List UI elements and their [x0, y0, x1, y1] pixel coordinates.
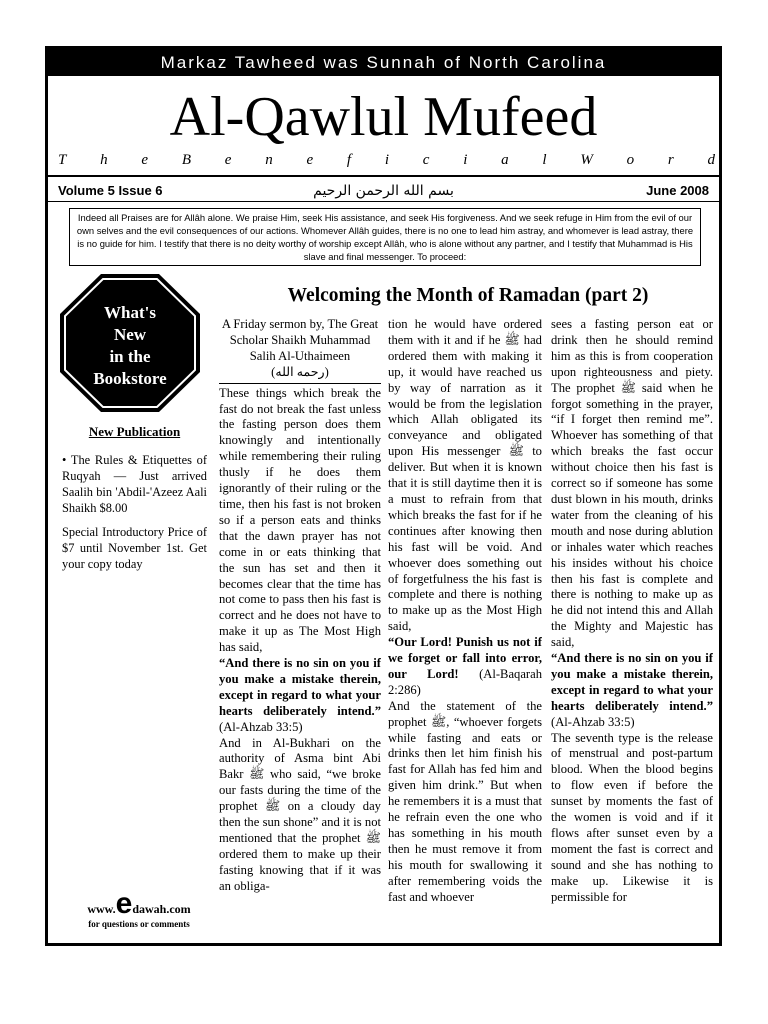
tagline-letter: T	[58, 152, 67, 168]
masthead-title: Al-Qawlul Mufeed	[169, 86, 598, 148]
col2-quote: “Our Lord! Punish us not if we forget or fall into error, our Lord!	[388, 635, 542, 681]
badge-line-1: What's	[104, 303, 156, 322]
tagline-letter: B	[181, 152, 191, 168]
byline	[219, 317, 381, 381]
special-offer: Special Introductory Price of $7 until November 1st. Get your copy today	[62, 525, 207, 571]
website-link[interactable]	[64, 887, 214, 921]
site-logo-e: e	[115, 887, 133, 920]
badge-line-3: in the	[109, 347, 151, 366]
issue-rule	[48, 201, 719, 202]
byline-honorific: (رحمه الله)	[271, 364, 329, 379]
publication-item: • The Rules & Etiquettes of Ruqyah — Just arrived Saalih bin 'Abdil-'Azeez Aali Shaikh $8.00	[62, 453, 207, 515]
tagline-letter: l	[542, 152, 547, 168]
tagline-letter: e	[306, 152, 314, 168]
header-rule	[48, 175, 719, 177]
byline-rule	[219, 383, 381, 384]
col1-para-1: These things which break the fast do not break the fast unless the fasting person does them knowingly and intentionally while remembering their ruling thusly if he does them ignorantly of their ruling or the time, then his fast is not broken so if a person eats and thinks that the dawn prayer has not come in or eats thinking that the sun has set and then it becomes clear that the time has not come to pass then his fast is correct and he does not have to make it up as The Most High has said,	[219, 385, 381, 655]
col3-ref: (Al-Ahzab 33:5)	[551, 714, 635, 729]
col3-quote: “And there is no sin on you if you make a mistake therein, except in regard to what your hearts deliberately intend.”	[551, 651, 713, 713]
issue-row	[58, 181, 709, 201]
tagline-letter: f	[346, 152, 352, 168]
col1-ref: (Al-Ahzab 33:5)	[219, 719, 303, 734]
article-column-2	[388, 317, 542, 937]
col1-para-2: And in Al-Bukhari on the authority of Asma bint Abi Bakr ﷺ who said, “we broke our fasts during the time of the prophet ﷺ on a cloudy day then the sun shone” and it is not mentioned that the prophet ﷺ ordered them to make up their fasting knowing that if it was an obliga-	[219, 735, 381, 893]
bookstore-badge	[60, 274, 200, 412]
sidebar	[62, 424, 207, 580]
org-banner: Markaz Tawheed was Sunnah of North Carolina	[48, 49, 719, 76]
col1-quote-para	[219, 656, 381, 736]
tagline-letter: o	[626, 152, 635, 168]
badge-line-2: New	[113, 325, 147, 344]
article-title: Welcoming the Month of Ramadan (part 2)	[287, 285, 649, 306]
tagline-letter: n	[265, 152, 273, 168]
byline-text: A Friday sermon by, The Great Scholar Shaikh Muhammad Salih Al-Uthaimeen	[221, 317, 379, 363]
tagline-letter: h	[100, 152, 108, 168]
tagline-letter: e	[224, 152, 232, 168]
tagline	[58, 151, 715, 169]
col3-para-1: sees a fasting person eat or drink then he should remind him as this is from cooperation upon righteousness and piety. The prophet ﷺ said when he forgot something in the prayer, “if I forget then remind me”. Whoever has something of that which breaks the fast occur without choice then his fast is correct so if someone has some dust blown in his mouth, drinks water from the cleaning of his mouth and nose during ablution or inhales water which reaches his insides without his choice then his fast is complete and there is nothing to make up as he did not intend this and Allah the Mighty and Majestic has said,	[551, 317, 713, 650]
tagline-letter: W	[580, 152, 593, 168]
tagline-letter: e	[141, 152, 149, 168]
basmala: بسم الله الرحمن الرحيم	[313, 183, 454, 199]
tagline-letter: i	[384, 152, 389, 168]
tagline-letter: a	[501, 152, 509, 168]
tagline-letter: c	[422, 152, 430, 168]
badge-text	[60, 302, 200, 390]
intro-box: Indeed all Praises are for Allâh alone. We praise Him, seek His assistance, and seek His forgiveness. And we seek refuge in Him from the evil of our own selves and the evil consequences of our actions. Whomever Allâh guides, there is no one to lead him astray, and whomever is lead astray, there is no guide for him. I testify that there is no deity worthy of worship except Allâh, who is alone without any partner, and I testify that Muhammad is His slave and final messenger. To proceed:	[69, 208, 701, 266]
site-prefix: www.	[87, 902, 116, 916]
col3-para-2: The seventh type is the release of menstrual and post-partum blood. When the blood begins to flow even if before the sunset by moments the fast of the women is void and if it flows after sunset even by a moment the fast is correct and sound and she has nothing to make up. Likewise it is permissible for	[551, 730, 713, 904]
tagline-letter: i	[463, 152, 468, 168]
article-column-1	[219, 317, 381, 937]
col1-quote: “And there is no sin on you if you make a mistake therein, except in regard to what your hearts deliberately intend.”	[219, 656, 381, 718]
issue-date: June 2008	[646, 183, 709, 198]
col2-para-1: tion he would have ordered them with it and if he ﷺ had ordered them with making it up, it would have reached us by way of narration as it would be from the legislation which Allah obligated its conveyance and obligated upon His messenger ﷺ to deliver. But when it is known that it is still daytime then it is a must to refrain from that which breaks the fast for if he continues after knowing then his fast will be void. And whoever does something out of forgetfulness the his fast is complete and there is nothing to make up as the Most High said,	[388, 317, 542, 634]
site-note: for questions or comments	[88, 919, 190, 929]
volume-issue: Volume 5 Issue 6	[58, 183, 163, 198]
site-suffix: dawah.com	[132, 902, 191, 916]
col3-quote-para	[551, 651, 713, 731]
tagline-letter: d	[707, 152, 715, 168]
new-publication-heading: New Publication	[88, 424, 181, 439]
badge-line-4: Bookstore	[93, 369, 167, 388]
col2-quote-para	[388, 635, 542, 699]
col2-para-2: And the statement of the prophet ﷺ, “whoever forgets while fasting and eats or drinks then let him finish his fast for Allah has fed him and given him drink.” But when he remembers it is a must that he refrain even the one who has something in his mouth then he must remove it from his mouth for swallowing it after remembering voids the fast and whoever	[388, 698, 542, 904]
col2-ref: (Al-Baqarah 2:286)	[388, 666, 542, 697]
tagline-letter: r	[667, 152, 674, 168]
newsletter-page	[45, 46, 722, 946]
article-column-3	[551, 317, 713, 937]
